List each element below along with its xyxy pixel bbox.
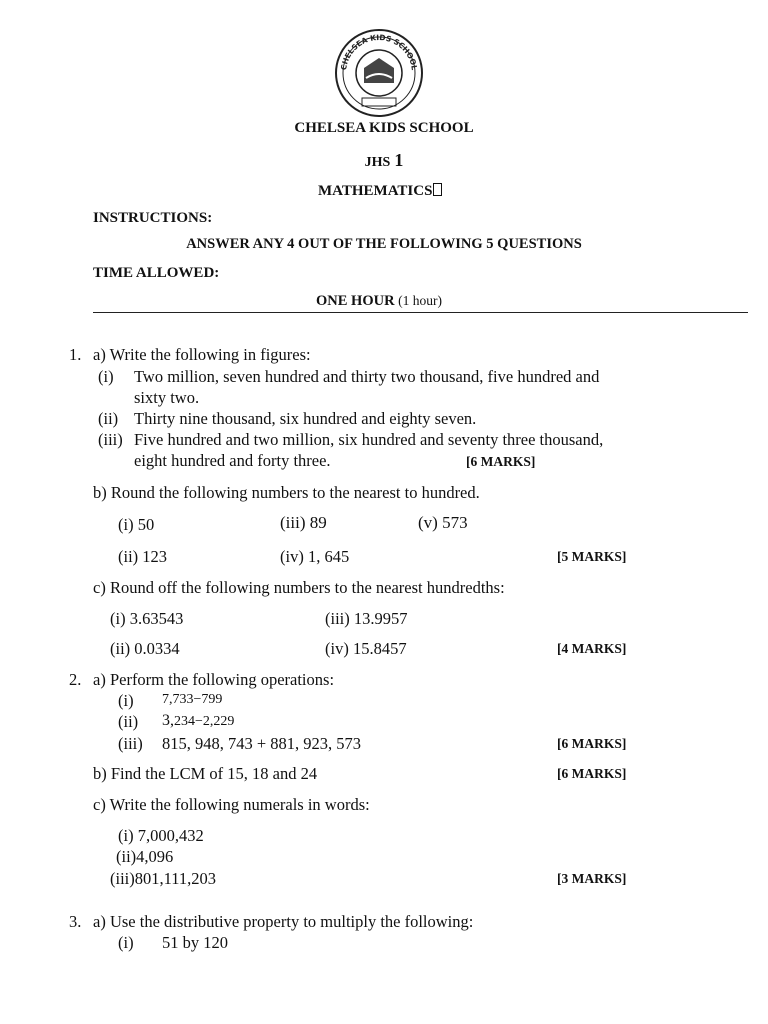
q1a-item-text: Two million, seven hundred and thirty two thousand, five hundred and bbox=[134, 367, 600, 386]
q3a-prompt: a) Use the distributive property to multiply the following: bbox=[93, 912, 474, 931]
school-name: CHELSEA KIDS SCHOOL bbox=[294, 120, 474, 136]
q2a-item-label: (iii) bbox=[118, 734, 143, 753]
q1a-item-label: (ii) bbox=[98, 409, 119, 428]
time-note: (1 hour) bbox=[398, 293, 443, 308]
q2a-marks: [6 MARKS] bbox=[557, 736, 627, 751]
q2a-item-expr bbox=[162, 712, 234, 730]
q2c-prompt: c) Write the following numerals in words: bbox=[93, 795, 370, 814]
q2c-item: (ii)4,096 bbox=[116, 847, 174, 866]
q1a-item-text: sixty two. bbox=[134, 388, 200, 407]
q2a-item-expr-part: 234−2,229 bbox=[174, 714, 235, 729]
subject-title bbox=[318, 183, 442, 200]
instructions-text: ANSWER ANY 4 OUT OF THE FOLLOWING 5 QUESTIONS bbox=[186, 236, 582, 252]
q3a-item-expr: 51 by 120 bbox=[162, 933, 228, 952]
school-crest-icon bbox=[334, 28, 424, 118]
q2b-prompt: b) Find the LCM of 15, 18 and 24 bbox=[93, 764, 318, 783]
q1b-marks: [5 MARKS] bbox=[557, 549, 627, 564]
q1a-marks: [6 MARKS] bbox=[466, 454, 536, 469]
q1b-item: (iii) 89 bbox=[280, 513, 327, 532]
q2a-item-expr: 7,733−799 bbox=[162, 692, 223, 707]
q2c-marks: [3 MARKS] bbox=[557, 871, 627, 886]
q1b-prompt: b) Round the following numbers to the nearest to hundred. bbox=[93, 483, 480, 502]
class-prefix: JHS bbox=[364, 155, 391, 170]
q1c-item: (iii) 13.9957 bbox=[325, 609, 408, 628]
q1b-item: (ii) 123 bbox=[118, 547, 168, 566]
time-allowed-label: TIME ALLOWED: bbox=[93, 265, 220, 281]
logo-text: CHELSEA KIDS SCHOOL bbox=[339, 32, 419, 71]
q2-number: 2. bbox=[69, 670, 82, 689]
q2a-item-label: (ii) bbox=[118, 712, 139, 731]
q1b-item: (iv) 1, 645 bbox=[280, 547, 350, 566]
time-value: ONE HOUR bbox=[316, 293, 395, 309]
q1a-item-label: (i) bbox=[98, 367, 114, 386]
placeholder-box-icon bbox=[433, 183, 442, 196]
q2a-prompt: a) Perform the following operations: bbox=[93, 670, 335, 689]
q1c-prompt: c) Round off the following numbers to the nearest hundredths: bbox=[93, 578, 505, 597]
q1c-item: (iv) 15.8457 bbox=[325, 639, 407, 658]
q2c-item: (iii)801,111,203 bbox=[110, 869, 217, 888]
header-divider bbox=[93, 312, 748, 313]
class-heading bbox=[0, 150, 768, 171]
q1a-item-text: Five hundred and two million, six hundred and seventy three thousand, bbox=[134, 430, 604, 449]
q1b-item: (v) 573 bbox=[418, 513, 468, 532]
q1c-item: (i) 3.63543 bbox=[110, 609, 184, 628]
q1c-marks: [4 MARKS] bbox=[557, 641, 627, 656]
class-number: 1 bbox=[394, 150, 404, 170]
q1a-prompt: a) Write the following in figures: bbox=[93, 345, 311, 364]
q1a-item-text: Thirty nine thousand, six hundred and eighty seven. bbox=[134, 409, 477, 428]
subject-label: MATHEMATICS bbox=[318, 183, 433, 199]
q3-number: 3. bbox=[69, 912, 82, 931]
q1c-item: (ii) 0.0334 bbox=[110, 639, 180, 658]
q2b-marks: [6 MARKS] bbox=[557, 766, 627, 781]
q2a-item-label: (i) bbox=[118, 691, 134, 710]
q2a-item-expr: 815, 948, 743 + 881, 923, 573 bbox=[162, 734, 362, 753]
q1-number: 1. bbox=[69, 345, 82, 364]
q1b-item: (i) 50 bbox=[118, 515, 155, 534]
instructions-label: INSTRUCTIONS: bbox=[93, 210, 213, 226]
q1a-item-text: eight hundred and forty three. bbox=[134, 451, 331, 470]
q2a-item-expr-part: 3, bbox=[162, 712, 174, 729]
q3a-item-label: (i) bbox=[118, 933, 134, 952]
time-allowed-value bbox=[316, 293, 442, 310]
q2c-item: (i) 7,000,432 bbox=[118, 826, 204, 845]
q1a-item-label: (iii) bbox=[98, 430, 123, 449]
